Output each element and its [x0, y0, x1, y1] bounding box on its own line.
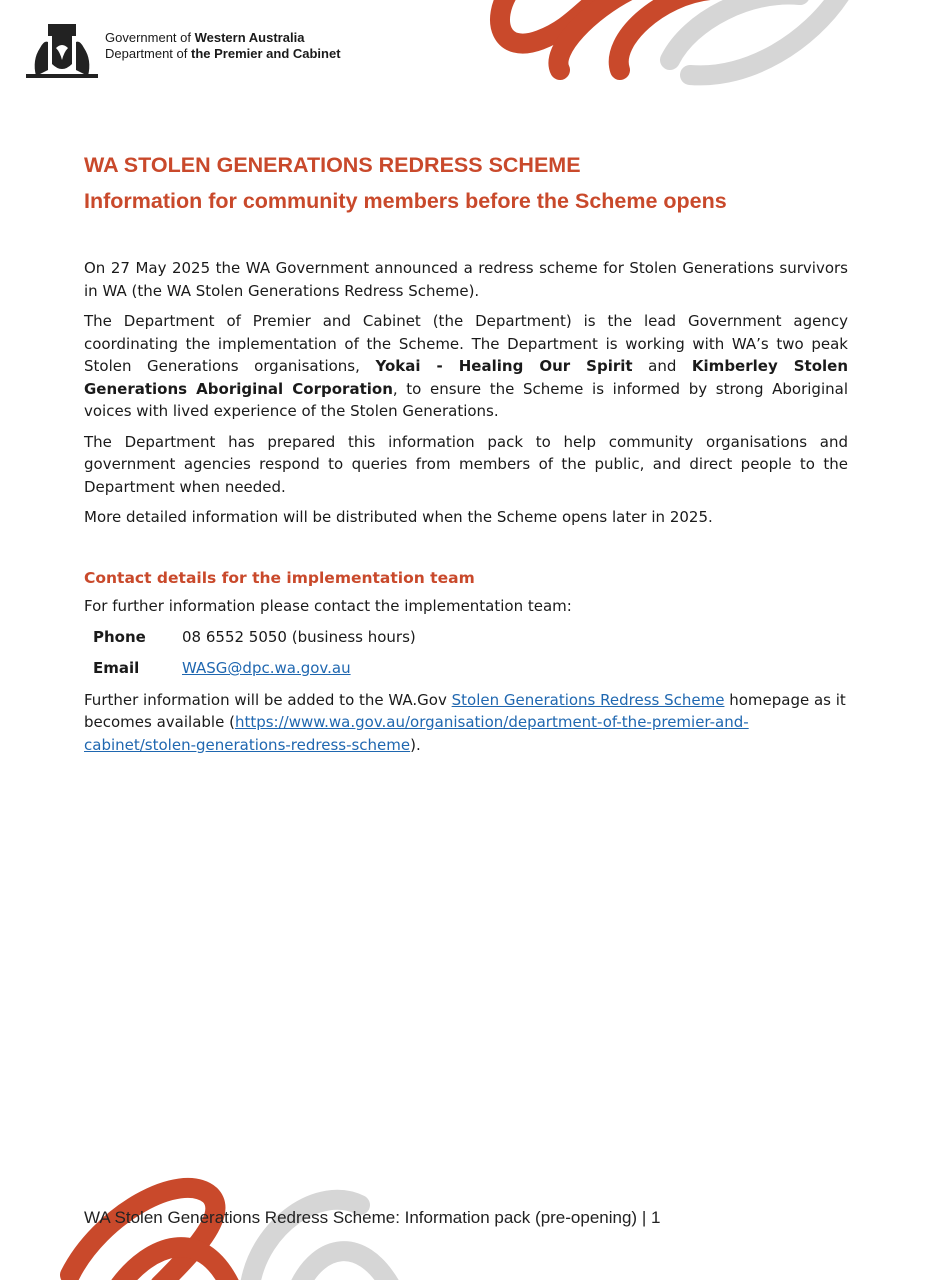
- paragraph-department: The Department of Premier and Cabinet (the Department) is the lead Government agency coordinating the implementation of the Scheme. The Department is working with WA’s two peak Stolen Generations organisations, Yokai - Healing Our Spirit and Kimberley Stolen Generations Aboriginal Corporation, to ensure the Scheme is informed by strong Aboriginal voices with lived experience of the Stolen Generations.: [84, 312, 849, 420]
- document-title: [84, 150, 727, 216]
- email-row: [93, 657, 848, 680]
- phone-value: 08 6552 5050 (business hours): [182, 627, 416, 646]
- paragraph-further-info: Further information will be added to the WA.Gov Stolen Generations Redress Scheme homepage as it becomes available (https://www.wa.gov.au/organisation/department-of-the-premier-and-cabinet/stolen-generations-redress-scheme).: [84, 690, 846, 754]
- page-footer: WA Stolen Generations Redress Scheme: Information pack (pre-opening) | 1: [84, 1208, 661, 1227]
- contact-heading: Contact details for the implementation team: [84, 568, 475, 587]
- phone-label: Phone: [93, 627, 146, 646]
- contact-intro: For further information please contact the implementation team:: [84, 597, 572, 615]
- paragraph-info-pack: The Department has prepared this information pack to help community organisations and government agencies respond to queries from members of the public, and direct people to the Department when needed.: [84, 432, 848, 496]
- paragraph-more-info: More detailed information will be distributed when the Scheme opens later in 2025.: [84, 508, 713, 526]
- decorative-swirl-top: [470, 0, 870, 95]
- government-branding: [105, 30, 341, 62]
- phone-row: [93, 626, 848, 649]
- government-line: Government of Western Australia: [105, 30, 305, 45]
- scheme-homepage-link[interactable]: Stolen Generations Redress Scheme: [451, 690, 725, 709]
- document-body: [84, 257, 848, 764]
- title-line-2: Information for community members before the Scheme opens: [84, 189, 727, 213]
- department-line: Department of the Premier and Cabinet: [105, 46, 341, 61]
- wa-coat-of-arms-logo: [22, 20, 102, 82]
- scheme-url-link[interactable]: https://www.wa.gov.au/organisation/department-of-the-premier-and-cabinet/stolen-generations-redress-scheme: [84, 713, 749, 754]
- title-line-1: WA STOLEN GENERATIONS REDRESS SCHEME: [84, 153, 581, 177]
- email-link[interactable]: WASG@dpc.wa.gov.au: [182, 659, 351, 677]
- email-label: Email: [93, 659, 140, 677]
- paragraph-announcement: On 27 May 2025 the WA Government announced a redress scheme for Stolen Generations survivors in WA (the WA Stolen Generations Redress Scheme).: [84, 259, 848, 300]
